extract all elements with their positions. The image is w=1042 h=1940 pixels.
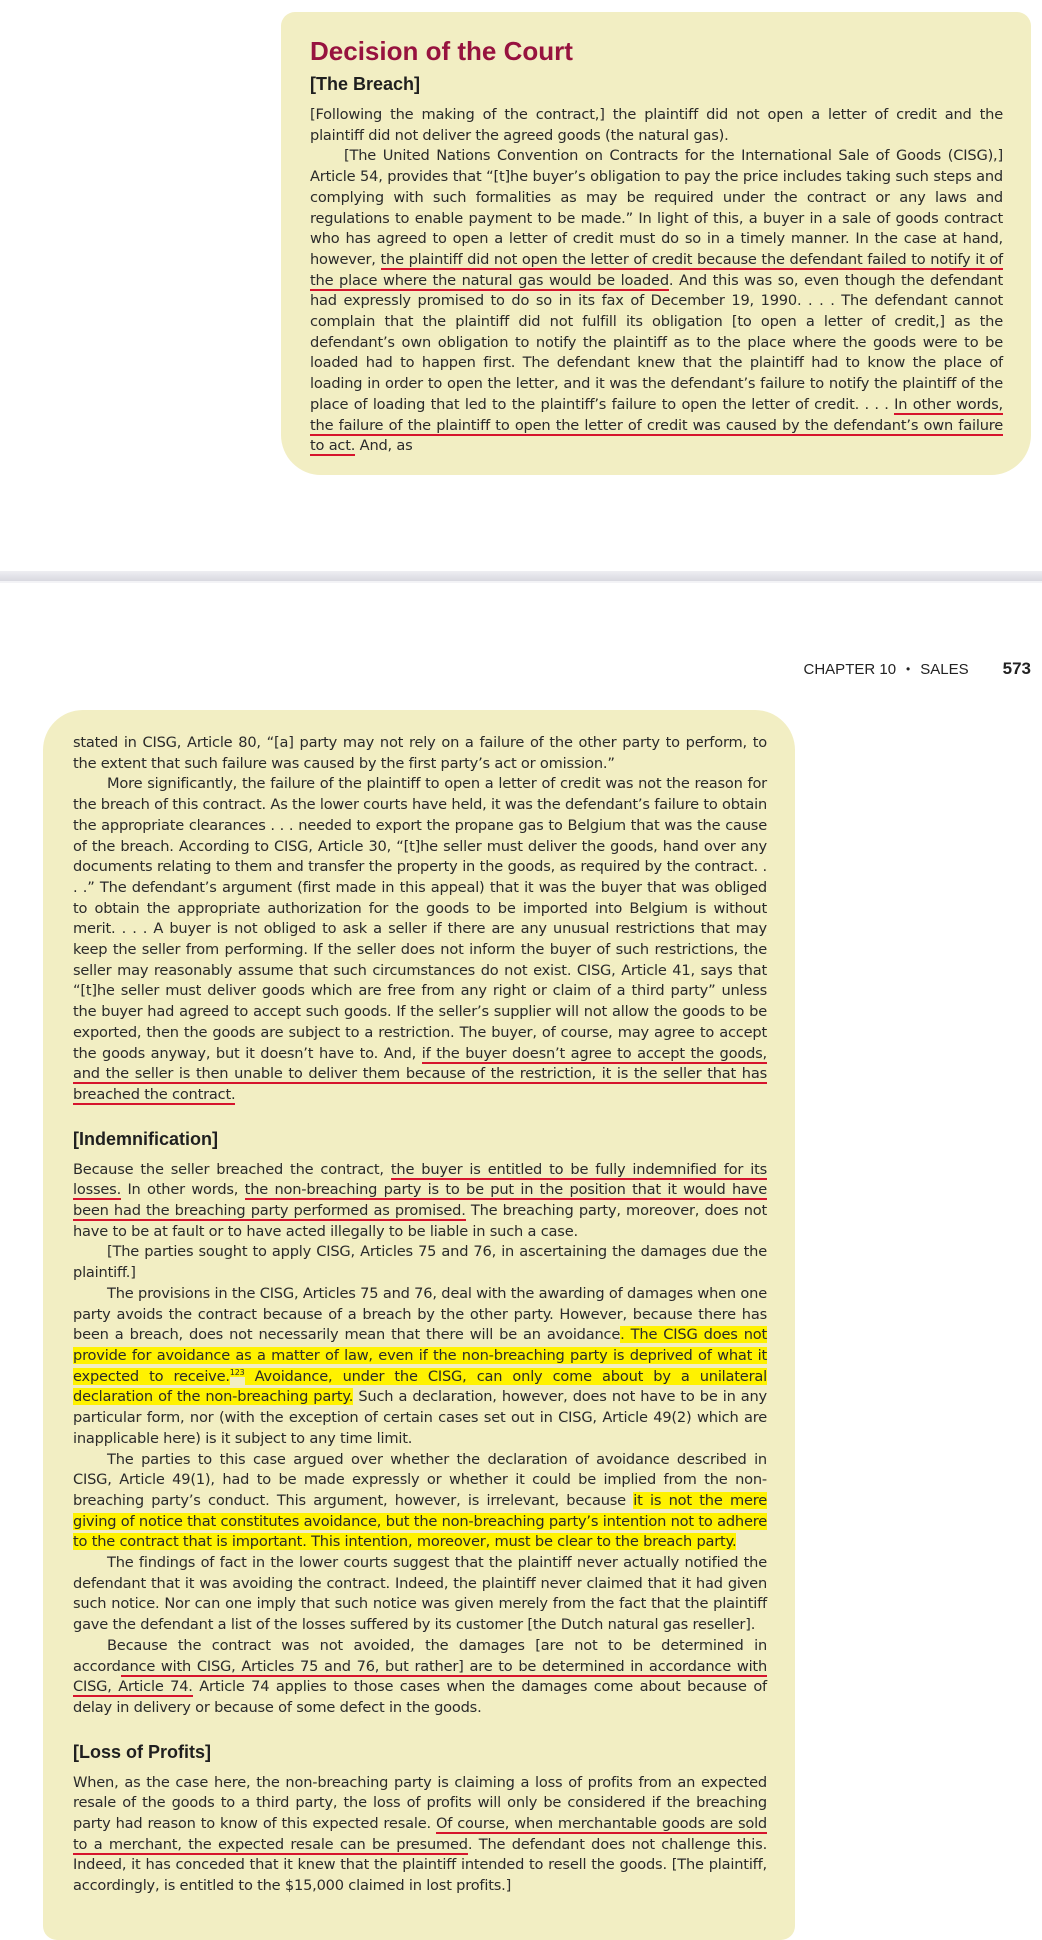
case-excerpt-box-bottom [43, 710, 795, 1940]
paragraph-text: [The United Nations Convention on Contracts for the International Sale of Goods (CISG),] Article 54, provides that “[t]he buyer’s obligation to pay the price includes taking such steps and complying with such formalities as may be required under the contract or any laws and regulations to enable payment to be made.” In light of this, a buyer in a sale of goods contract who has agreed to open a letter of credit must do so in a timely manner. In the case at hand, however, [310, 147, 1003, 268]
paragraph-text: In other words, [121, 1181, 245, 1199]
paragraph [310, 146, 1003, 457]
chapter-label: CHAPTER 10 [803, 660, 897, 678]
paragraph-text: The parties to this case argued over whether the declaration of avoidance described in CISG, Article 49(1), had to be made expressly or whether it could be implied from the non-breaching party’s conduct. This argument, however, is irrelevant, because [73, 1450, 767, 1509]
footnote-marker: 123 [229, 1367, 245, 1377]
underlined-text: the buyer is entitled to be fully indemnified for its losses. [73, 1160, 767, 1199]
underlined-text: the plaintiff did not open the letter of credit because the defendant failed to notify it of the place where the natural gas would be loaded [310, 250, 1003, 289]
page-divider-edge [0, 581, 1042, 583]
paragraph-text: Such a declaration, however, does not have to be in any particular form, nor (with the exception of certain cases set out in CISG, Article 49(2) which are inapplicable here) is it subject to any time limit. [73, 1388, 767, 1447]
underlined-text: if the buyer doesn’t agree to accept the goods, and the seller is then unable to deliver them because of the restriction, it is the seller that has breached the contract. [73, 1044, 767, 1103]
paragraph [73, 1450, 767, 1554]
paragraph-text: The findings of fact in the lower courts suggest that the plaintiff never actually notified the defendant that it was avoiding the contract. Indeed, the plaintiff never claimed that it had given such notice. Nor can one imply that such notice was given merely from the fact that the plaintiff gave the defendant a list of the losses suffered by its customer [the Dutch natural gas reseller]. [73, 1554, 767, 1634]
paragraph [310, 105, 1003, 146]
paragraph-text: . The defendant does not challenge this. Indeed, it has conceded that it knew that the plaintiff intended to resell the goods. [The plaintiff, accordingly, is entitled to the $15,000 claimed in lost profits.] [73, 1835, 768, 1895]
paragraph-text: Because the contract was not avoided, the damages [are not to be determined in accord [73, 1636, 767, 1675]
paragraph-text: When, as the case here, the non-breaching party is claiming a loss of profits from an expected resale of the goods to a third party, the loss of profits will only be considered if the breaching party had reason to know of this expected resale. [73, 1773, 767, 1833]
heading-the-breach: [The Breach] [310, 74, 421, 94]
heading-indemnification: [Indemnification] [73, 1128, 218, 1149]
paragraph [73, 1553, 767, 1636]
paragraph-text: stated in CISG, Article 80, “[a] party may not rely on a failure of the other party to perform, to the extent that such failure was caused by the first party’s act or omission.” [73, 734, 767, 772]
paragraph [73, 733, 767, 774]
section-label: SALES [920, 660, 969, 678]
paragraph [73, 1773, 767, 1897]
paragraph [73, 1284, 767, 1450]
paragraph-text: [The parties sought to apply CISG, Articles 75 and 76, in ascertaining the damages due the plaintiff.] [73, 1243, 767, 1282]
underlined-text: In other words, the failure of the plaintiff to open the letter of credit was caused by the defendant’s own failure to act. [310, 395, 1003, 455]
paragraph-text: The provisions in the CISG, Articles 75 and 76, deal with the awarding of damages when one party avoids the contract because of a breach by the other party. However, because there has been a breach, does not necessarily mean that there will be an avoidance [73, 1284, 767, 1344]
paragraph [73, 774, 767, 1105]
case-excerpt-box-top [281, 12, 1031, 475]
running-head [804, 658, 1031, 680]
paragraph-text: Because the seller breached the contract, [73, 1160, 391, 1178]
paragraph-text: Article 74 applies to those cases when the damages come about because of delay in delivery or because of some defect in the goods. [73, 1678, 767, 1716]
underlined-text: ance with CISG, Articles 75 and 76, but rather] are to be determined in accordance with CISG, Article 74. [73, 1657, 767, 1696]
paragraph [73, 1242, 767, 1283]
paragraph [73, 1636, 767, 1719]
paragraph-text: More significantly, the failure of the plaintiff to open a letter of credit was not the reason for the breach of this contract. As the lower courts have held, it was the defendant’s failure to obtain the appropriate clearances . . . needed to export the propane gas to Belgium that was the cause of the breach. According to CISG, Article 30, “[t]he seller must deliver the goods, hand over any documents relating to them and transfer the property in the goods, as required by the contract. . . .” The defendant’s argument (first made in this appeal) that it was the buyer that was obliged to obtain the appropriate authorization for the goods to be imported into Belgium is without merit. . . . A buyer is not obliged to ask a seller if there are any unusual restrictions that may keep the seller from performing. If the seller does not inform the buyer of such restrictions, the seller may reasonably assume that such circumstances do not exist. CISG, Article 41, says that “[t]he seller must deliver goods which are free from any right or claim of a third party” unless the buyer had agreed to accept such goods. If the seller’s supplier will not allow the goods to be exported, then the goods are subject to a restriction. The buyer, of course, may agree to accept the goods anyway, but it doesn’t have to. And, [73, 775, 767, 1062]
underlined-text: Of course, when merchantable goods are sold to a merchant, the expected resale can be presumed [73, 1815, 767, 1853]
paragraph-text: . And this was so, even though the defendant had expressly promised to do so in its fax of December 19, 1990. . . . The defendant cannot complain that the plaintiff did not fulfill its obligation [to open a letter of credit,] as the defendant’s own obligation to notify the plaintiff as to the place where the goods were to be loaded had to happen first. The defendant knew that the plaintiff had to know the place of loading in order to open the letter, and it was the defendant’s failure to notify the plaintiff of the place of loading that led to the plaintiff’s failure to open the letter of credit. . . . [310, 271, 1003, 413]
highlighted-text: it is not the mere giving of notice that constitutes avoidance, but the non-breaching party’s intention not to adhere to the contract that is important. This intention, moreover, must be clear to the breach party. [73, 1491, 767, 1551]
highlighted-text: . The CISG does not provide for avoidance as a matter of law, even if the non-breaching party is deprived of what it expected to receive. [73, 1326, 768, 1385]
paragraph-text: And, as [355, 437, 413, 455]
page-number: 573 [1002, 659, 1031, 678]
paragraph-text: The breaching party, moreover, does not have to be at fault or to have acted illegally to be liable in such a case. [73, 1202, 767, 1240]
underlined-text: the non-breaching party is to be put in the position that it would have been had the breaching party performed as promised. [73, 1181, 767, 1220]
paragraph [73, 1160, 767, 1243]
heading-loss-of-profits: [Loss of Profits] [73, 1741, 211, 1762]
highlighted-text: Avoidance, under the CISG, can only come about by a unilateral declaration of the non-breaching party. [73, 1367, 767, 1406]
bullet-separator: • [906, 662, 911, 676]
page-divider [0, 571, 1042, 581]
section-title: Decision of the Court [310, 36, 573, 66]
paragraph-text: [Following the making of the contract,] the plaintiff did not open a letter of credit and the plaintiff did not deliver the agreed goods (the natural gas). [310, 106, 1003, 144]
